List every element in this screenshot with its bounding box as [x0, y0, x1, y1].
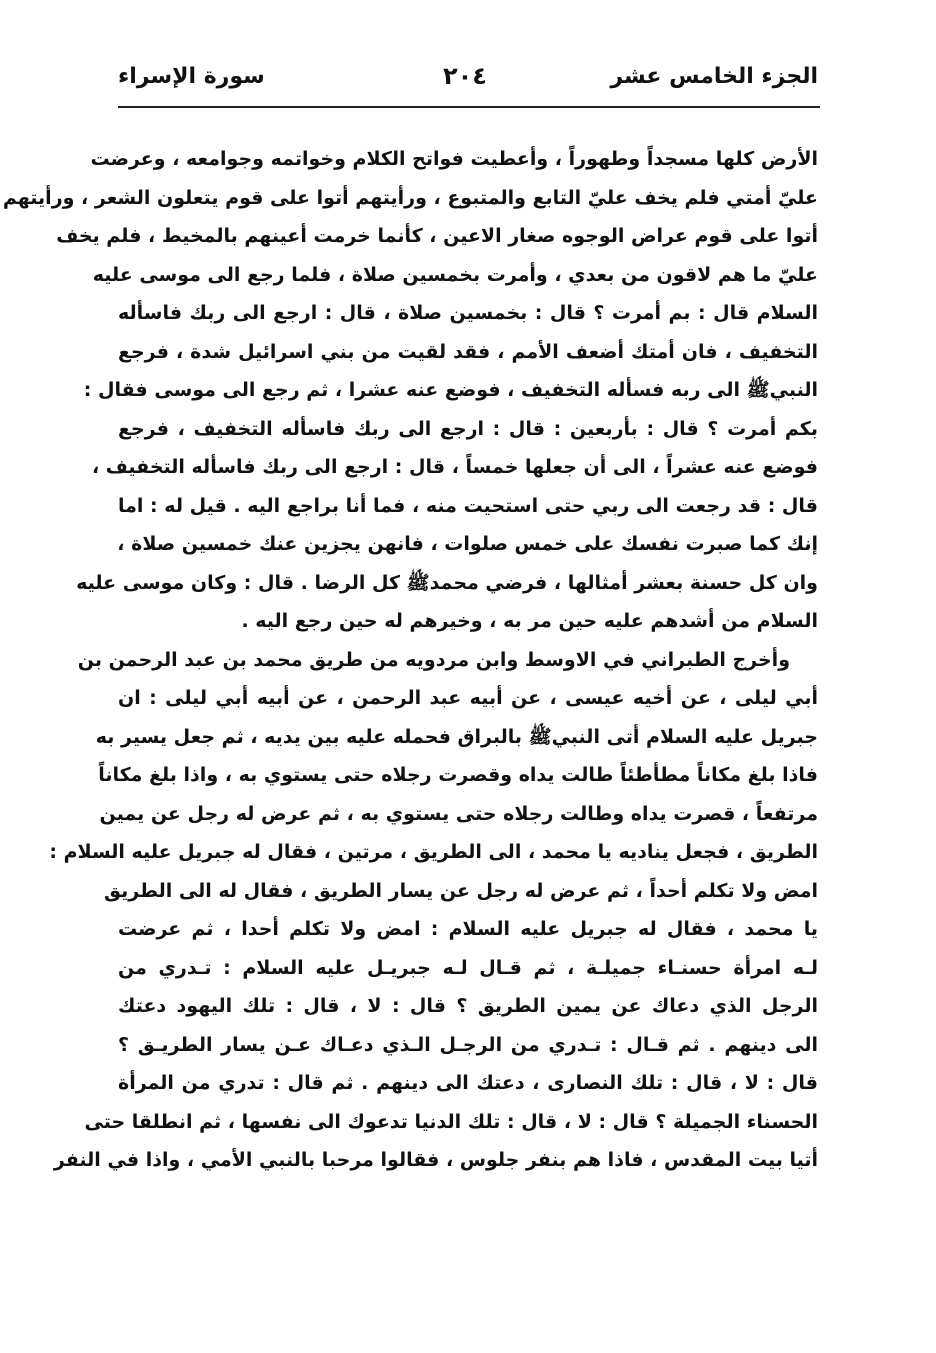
- paragraph-start-line: وأخرج الطبراني في الاوسط وابن مردويه من طريق محمد بن عبد الرحمن بن: [77, 648, 790, 671]
- text-line: فاذا بلغ مكاناً مطأطئاً طالت يداه وقصرت رجلاه حتى يستوي به ، واذا بلغ مكاناً: [98, 764, 818, 786]
- text-line: فوضع عنه عشراً ، الى أن جعلها خمساً ، قال : ارجع الى ربك فاسأله التخفيف ،: [91, 456, 818, 478]
- text-line: أتوا على قوم عراض الوجوه صغار الاعين ، كأنما خرمت أعينهم بالمخيط ، فلم يخف: [56, 225, 818, 247]
- text-line: أتيا بيت المقدس ، فاذا هم بنفر جلوس ، فقالوا مرحبا بالنبي الأمي ، واذا في النفر: [53, 1149, 818, 1171]
- part-title: الجزء الخامس عشر: [610, 64, 818, 89]
- text-line: أبي ليلى ، عن أخيه عيسى ، عن أبيه عبد الرحمن ، عن أبيه أبي ليلى : ان: [118, 687, 818, 709]
- text-line: بكم أمرت ؟ قال : بأربعين : قال : ارجع الى ربك فاسأله التخفيف ، فرجع: [118, 417, 818, 440]
- text-line: عليّ أمتي فلم يخف عليّ التابع والمتبوع ، ورأيتهم أتوا على قوم يتعلون الشعر ، ورأيتهم: [2, 186, 818, 209]
- header-rule: [118, 106, 820, 108]
- text-line: الى دينهم . ثم قـال : تـدري من الرجـل الـذي دعـاك عـن يسار الطريـق ؟: [118, 1033, 818, 1056]
- text-line: قال : قد رجعت الى ربي حتى استحيت منه ، فما أنا براجع اليه . قيل له : اما: [118, 494, 818, 517]
- text-line: جبريل عليه السلام أتى النبيﷺ بالبراق فحمله عليه بين يديه ، ثم جعل يسير به: [95, 725, 818, 748]
- text-line: قال : لا ، قال : تلك النصارى ، دعتك الى دينهم . ثم قال : تدري من المرأة: [118, 1072, 818, 1094]
- text-line: الرجل الذي دعاك عن يمين الطريق ؟ قال : لا ، قال : تلك اليهود دعتك: [118, 995, 818, 1017]
- text-line: مرتفعاً ، قصرت يداه وطالت رجلاه حتى يستوي به ، ثم عرض له رجل عن يمين: [99, 802, 818, 825]
- text-line: امض ولا تكلم أحداً ، ثم عرض له رجل عن يسار الطريق ، فقال له الى الطريق: [104, 879, 818, 902]
- text-line: إنك كما صبرت نفسك على خمس صلوات ، فانهن يجزين عنك خمسين صلاة ،: [117, 533, 818, 555]
- text-line: الأرض كلها مسجداً وطهوراً ، وأعطيت فواتح الكلام وخواتمه وجوامعه ، وعرضت: [90, 148, 818, 170]
- text-line: لـه امرأة حسنـاء جميلـة ، ثم قـال لـه جبريـل عليه السلام : تـدري من: [118, 956, 818, 979]
- text-line: السلام من أشدهم عليه حين مر به ، وخيرهم له حين رجع اليه .: [241, 610, 818, 632]
- surah-title: سورة الإسراء: [118, 64, 265, 89]
- page-number: ٢٠٤: [443, 62, 487, 90]
- text-line: النبيﷺ الى ربه فسأله التخفيف ، فوضع عنه عشرا ، ثم رجع الى موسى فقال :: [83, 379, 818, 401]
- page-header: [118, 58, 818, 102]
- text-line: السلام قال : بم أمرت ؟ قال : بخمسين صلاة ، قال : ارجع الى ربك فاسأله: [118, 302, 818, 324]
- text-line: التخفيف ، فان أمتك أضعف الأمم ، فقد لقيت من بني اسرائيل شدة ، فرجع: [118, 340, 818, 363]
- text-line: عليّ ما هم لاقون من بعدي ، وأمرت بخمسين صلاة ، فلما رجع الى موسى عليه: [92, 263, 818, 286]
- text-line: وان كل حسنة بعشر أمثالها ، فرضي محمدﷺ كل الرضا . قال : وكان موسى عليه: [76, 571, 818, 594]
- text-line: يا محمد ، فقال له جبريل عليه السلام : امض ولا تكلم أحدا ، ثم عرضت: [118, 918, 818, 940]
- body-text: [2, 140, 818, 1180]
- text-line: الحسناء الجميلة ؟ قال : لا ، قال : تلك الدنيا تدعوك الى نفسها ، ثم انطلقا حتى: [84, 1110, 818, 1133]
- text-line: الطريق ، فجعل يناديه يا محمد ، الى الطريق ، مرتين ، فقال له جبريل عليه السلام :: [49, 841, 818, 863]
